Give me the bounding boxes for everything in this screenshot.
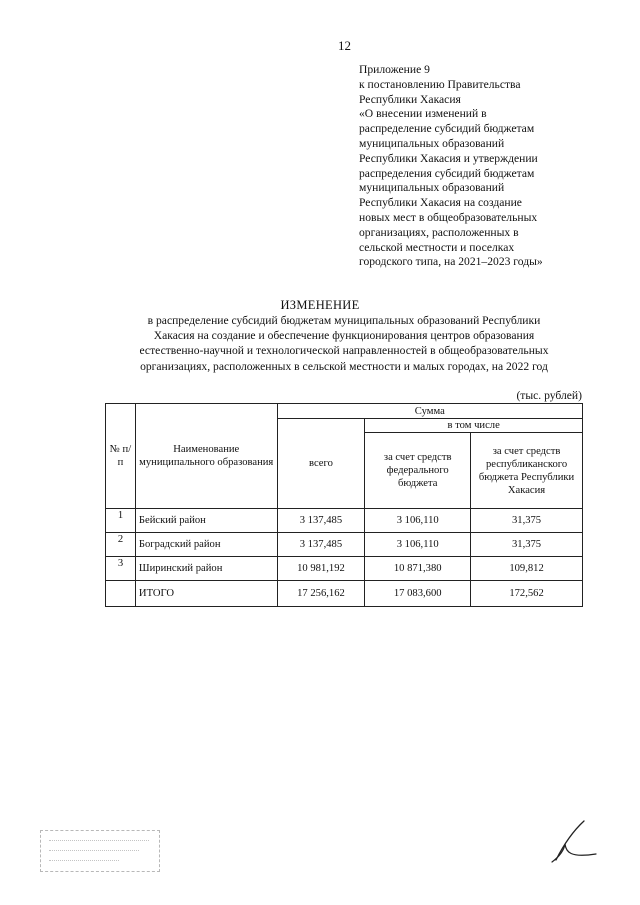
appendix-line: распределения субсидий бюджетам xyxy=(359,166,535,180)
appendix-line: Республики Хакасия xyxy=(359,92,461,106)
row-republic: 109,812 xyxy=(471,557,583,581)
appendix-line: «О внесении изменений в xyxy=(359,107,487,121)
row-federal: 10 871,380 xyxy=(365,557,471,581)
total-num xyxy=(106,581,136,607)
document-title: ИЗМЕНЕНИЕ xyxy=(280,298,360,312)
total-name: ИТОГО xyxy=(135,581,277,607)
units-label: (тыс. рублей) xyxy=(516,389,582,402)
row-republic: 31,375 xyxy=(471,533,583,557)
appendix-line: городского типа, на 2021–2023 годы» xyxy=(359,255,543,269)
page-number: 12 xyxy=(338,38,351,53)
appendix-line: организациях, расположенных в xyxy=(359,225,519,239)
row-total: 3 137,485 xyxy=(277,509,365,533)
table-row xyxy=(106,509,583,533)
header-republic: за счет средств республиканского бюджета Республики Хакасия xyxy=(471,433,583,509)
table-row xyxy=(106,557,583,581)
table-total-row xyxy=(106,581,583,607)
appendix-line: муниципальных образований xyxy=(359,181,505,195)
subtitle-line: в распределение субсидий бюджетам муниципальных образований Республики xyxy=(147,314,541,327)
row-num: 3 xyxy=(106,557,136,581)
row-name: Ширинский район xyxy=(135,557,277,581)
row-federal: 3 106,110 xyxy=(365,509,471,533)
appendix-header xyxy=(359,63,609,270)
header-sum: Сумма xyxy=(277,404,582,419)
row-name: Бейский район xyxy=(135,509,277,533)
header-federal: за счет средств федерального бюджета xyxy=(365,433,471,509)
document-subtitle xyxy=(104,313,584,374)
appendix-line: Республики Хакасия на создание xyxy=(359,196,522,210)
subsidy-table xyxy=(105,403,583,607)
total-republic: 172,562 xyxy=(471,581,583,607)
row-num: 2 xyxy=(106,533,136,557)
row-total: 3 137,485 xyxy=(277,533,365,557)
total-total: 17 256,162 xyxy=(277,581,365,607)
row-total: 10 981,192 xyxy=(277,557,365,581)
header-total: всего xyxy=(277,419,365,509)
appendix-line: Приложение 9 xyxy=(359,63,430,76)
header-including: в том числе xyxy=(365,419,583,433)
faded-stamp xyxy=(40,830,160,872)
row-republic: 31,375 xyxy=(471,509,583,533)
appendix-line: сельской местности и поселках xyxy=(359,240,515,254)
subtitle-line: естественно-научной и технологической направленностей в общеобразовательных xyxy=(139,344,549,358)
appendix-line: распределение субсидий бюджетам xyxy=(359,122,535,136)
row-name: Боградский район xyxy=(135,533,277,557)
signature-icon xyxy=(548,818,600,866)
header-name: Наименование муниципального образования xyxy=(135,404,277,509)
appendix-line: к постановлению Правительства xyxy=(359,77,521,91)
header-num: № п/п xyxy=(106,404,136,509)
subtitle-line: Хакасия на создание и обеспечение функционирования центров образования xyxy=(153,329,535,343)
row-num: 1 xyxy=(106,509,136,533)
row-federal: 3 106,110 xyxy=(365,533,471,557)
total-federal: 17 083,600 xyxy=(365,581,471,607)
appendix-line: Республики Хакасия и утверждении xyxy=(359,151,538,165)
table-row xyxy=(106,533,583,557)
appendix-line: муниципальных образований xyxy=(359,136,505,150)
subtitle-line: организациях, расположенных в сельской местности и малых городах, на 2022 год xyxy=(140,359,548,373)
appendix-line: новых мест в общеобразовательных xyxy=(359,210,538,224)
